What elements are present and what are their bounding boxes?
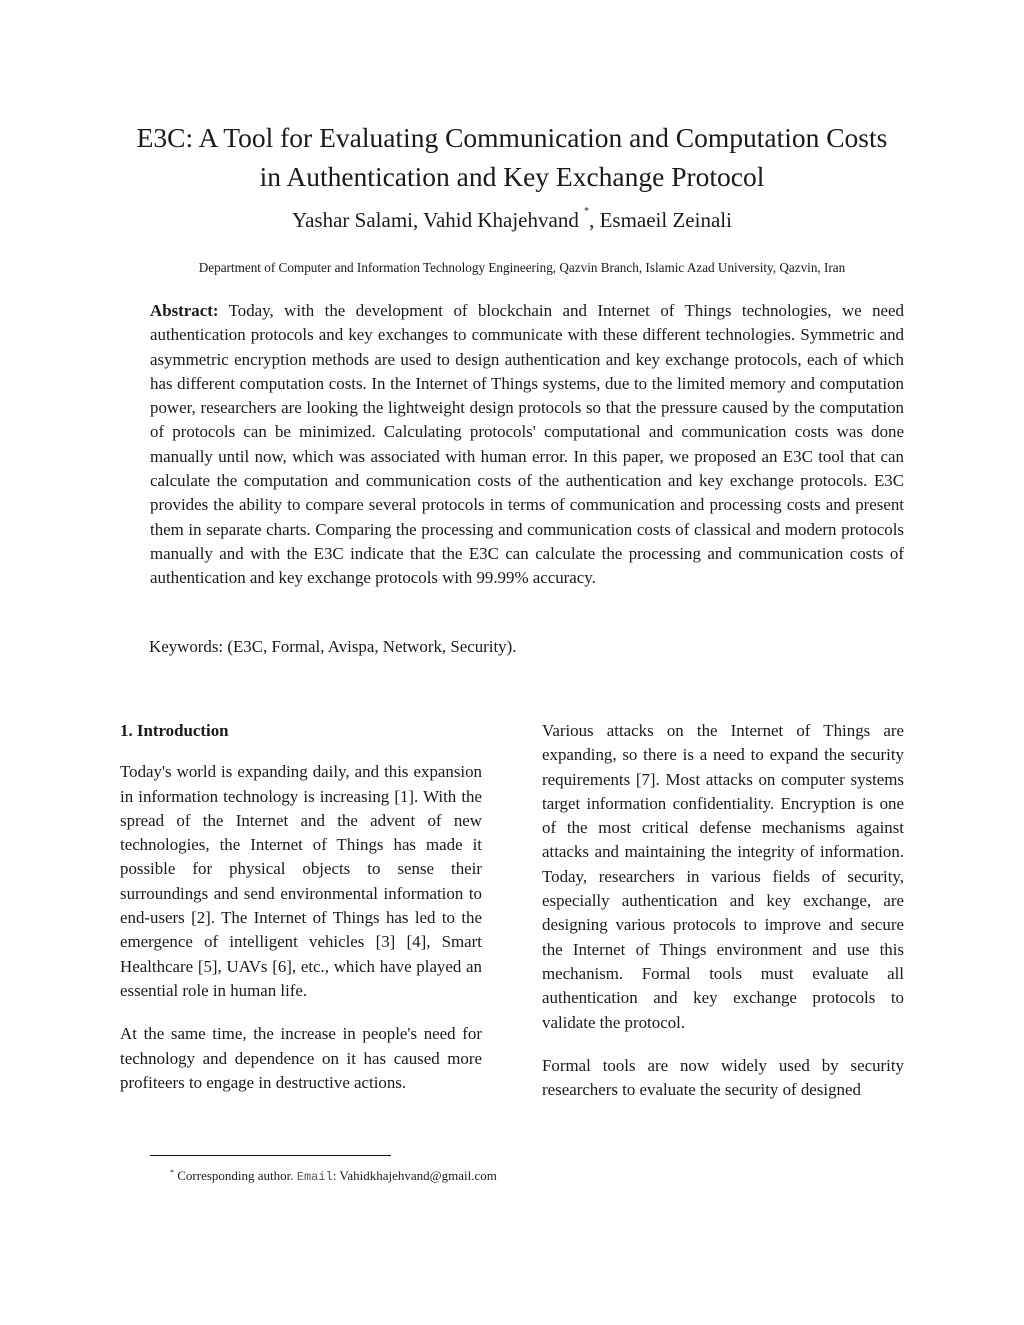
paragraph: Various attacks on the Internet of Things are expanding, so there is a need to expand the security requirements [7]. Most attacks on computer systems target information confidentiality. Encryption is one of the most critical defense mechanisms against attacks and maintaining the integrity of information. Today, researchers in various fields of security, especially authentication and key exchange, are designing various protocols to improve and secure the Internet of Things environment and use this mechanism. Formal tools must evaluate all authentication and key exchange protocols to validate the protocol. <box>542 721 904 1032</box>
authors-part-2: , Esmaeil Zeinali <box>589 208 732 232</box>
email-label: Email <box>296 1170 333 1184</box>
left-column <box>120 719 482 1095</box>
email-address[interactable]: : Vahidkhajehvand@gmail.com <box>332 1168 497 1183</box>
title-line-2: in Authentication and Key Exchange Protocol <box>259 161 765 192</box>
paragraph: Formal tools are now widely used by security researchers to evaluate the security of designed <box>542 1055 904 1100</box>
abstract <box>150 299 904 591</box>
abstract-label: Abstract: <box>150 301 219 320</box>
footnote-rule <box>150 1155 391 1156</box>
footnote-mark: * <box>170 1168 174 1177</box>
paragraph: At the same time, the increase in people's need for technology and dependence on it has caused more profiteers to engage in destructive actions. <box>120 1024 482 1092</box>
right-column <box>542 719 904 1102</box>
abstract-text: Today, with the development of blockchain and Internet of Things technologies, we need authentication protocols and key exchanges to communicate with these different technologies. Symmetric and asymmetric encryption methods are used to design authentication and key exchange protocols, each of which has different computation costs. In the Internet of Things systems, due to the limited memory and computation power, researchers are looking the lightweight design protocols so that the pressure caused by the computation of protocols can be minimized. Calculating protocols' computational and communication costs was done manually until now, which was associated with human error. In this paper, we proposed an E3C tool that can calculate the computation and communication costs of the authentication and key exchange protocols. E3C provides the ability to compare several protocols in terms of communication and processing costs and present them in separate charts. Comparing the processing and communication costs of classical and modern protocols manually and with the E3C indicate that the E3C can calculate the processing and communication costs of authentication and key exchange protocols with 99.99% accuracy. <box>150 301 904 588</box>
corresponding-mark: * <box>584 206 590 217</box>
affiliation: Department of Computer and Information Technology Engineering, Qazvin Branch, Islamic Azad University, Qazvin, Iran <box>198 260 846 275</box>
footnote-text: Corresponding author. <box>174 1168 297 1183</box>
authors-part-1: Yashar Salami, Vahid Khajehvand <box>292 208 579 232</box>
paragraph: Today's world is expanding daily, and this expansion in information technology is increasing [1]. With the spread of the Internet and the advent of new technologies, the Internet of Things has made it possible for physical objects to sense their surroundings and send environmental information to end-users [2]. The Internet of Things has led to the emergence of intelligent vehicles [3] [4], Smart Healthcare [5], UAVs [6], etc., which have played an essential role in human life. <box>120 762 482 1000</box>
keywords: Keywords: (E3C, Formal, Avispa, Network, Security). <box>149 637 517 656</box>
title-line-1: E3C: A Tool for Evaluating Communication and Computation Costs <box>136 122 888 153</box>
authors <box>0 208 1024 233</box>
footnote <box>170 1168 497 1184</box>
paper-title <box>0 118 1024 196</box>
section-heading: 1. Introduction <box>120 721 229 740</box>
